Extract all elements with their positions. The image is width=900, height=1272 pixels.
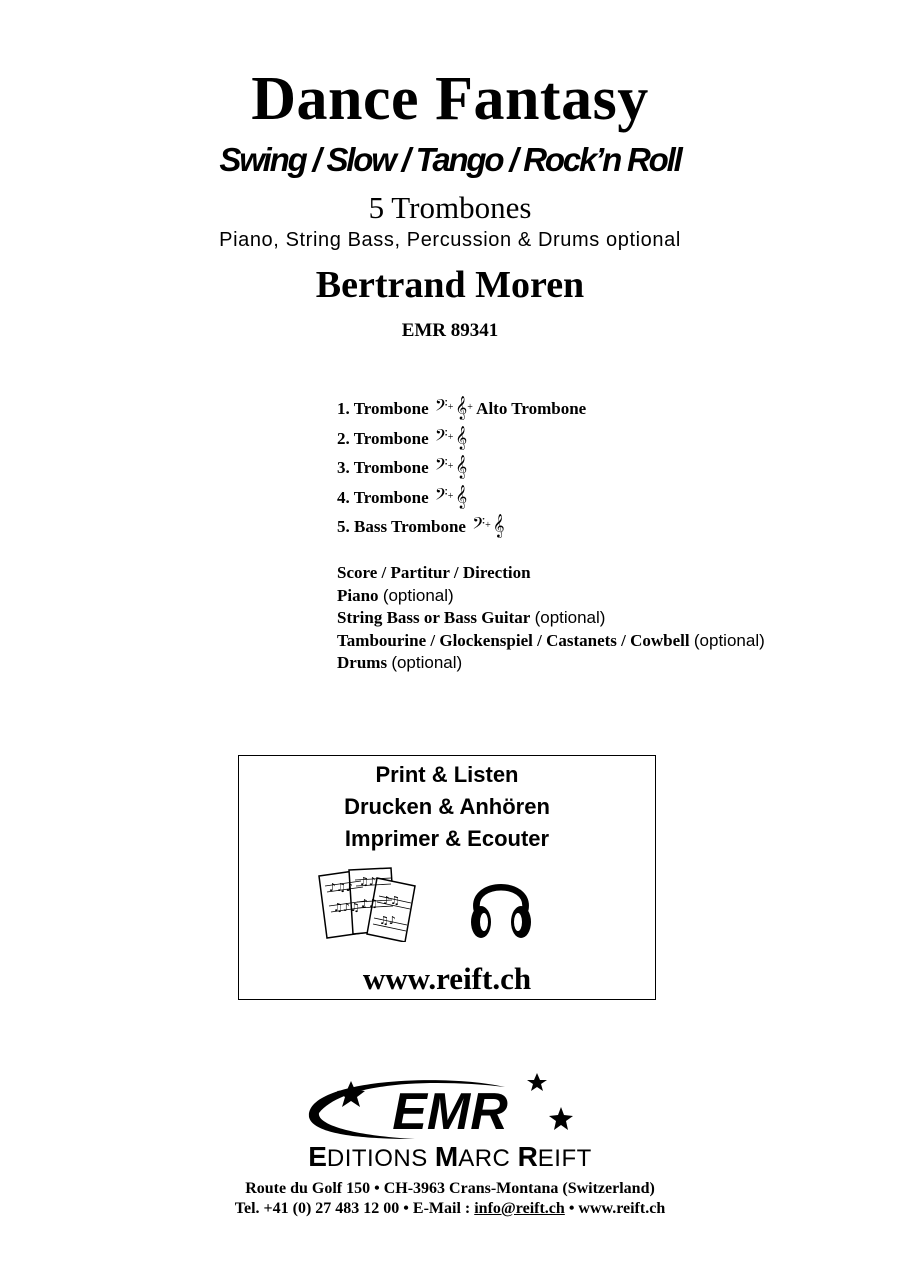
- subtitle: Swing / Slow / Tango / Rock’n Roll: [219, 141, 681, 178]
- treble-clef-icon: 𝄞+: [455, 397, 473, 419]
- svg-text:♪♫♪: ♪♫♪: [329, 881, 353, 894]
- plus-sign: +: [447, 490, 454, 502]
- contact-tel: Tel. +41 (0) 27 483 12 00 • E-Mail :: [234, 1200, 475, 1217]
- extra-name: Drums: [337, 653, 388, 672]
- svg-text:♫♪♫: ♫♪♫: [333, 901, 360, 914]
- sheet-music-icon: [311, 864, 423, 942]
- promo-url[interactable]: www.reift.ch: [362, 961, 532, 996]
- part-item: [337, 425, 586, 455]
- bass-clef-icon: 𝄢+: [434, 456, 454, 478]
- plus-sign: +: [447, 431, 454, 443]
- catalog-number: EMR 89341: [401, 320, 499, 341]
- treble-clef-icon: 𝄞: [455, 456, 468, 478]
- parts-list: [337, 395, 586, 543]
- publisher-address: Route du Golf 150 • CH-3963 Crans-Montana (Switzerland): [245, 1180, 655, 1197]
- part-extra: Alto Trombone: [476, 399, 587, 418]
- part-label: 1. Trombone: [337, 399, 429, 418]
- plus-sign: +: [485, 520, 491, 531]
- treble-clef-icon: 𝄞: [455, 426, 468, 449]
- part-label: 5. Bass Trombone: [337, 517, 466, 536]
- plus-sign: +: [447, 402, 454, 413]
- extra-name: Piano: [337, 585, 379, 605]
- svg-text:♪♫: ♪♫: [361, 897, 378, 910]
- logo-text: EMR: [392, 1083, 508, 1141]
- promo-line-en: Print & Listen: [375, 762, 519, 787]
- extra-name: Tambourine / Glockenspiel / Castanets / Cowbell: [337, 630, 690, 650]
- extra-item: [337, 630, 765, 653]
- extra-note: (optional): [534, 608, 606, 627]
- extras-list: [337, 562, 765, 675]
- part-label: 3. Trombone: [337, 458, 429, 477]
- headphones-icon: [467, 866, 535, 944]
- extra-note: (optional): [693, 630, 765, 650]
- print-listen-box: [238, 755, 656, 1000]
- extra-note: (optional): [382, 585, 454, 605]
- email-link[interactable]: info@reift.ch: [474, 1200, 565, 1217]
- publisher-contact: [0, 1200, 900, 1218]
- extra-item: [337, 607, 765, 630]
- publisher-name: EDITIONS MARC REIFT: [308, 1141, 592, 1172]
- bass-clef-icon: 𝄢+: [434, 485, 454, 508]
- svg-text:♪♫: ♪♫: [383, 894, 400, 907]
- bass-clef-icon: 𝄢+: [434, 426, 454, 449]
- part-label: 2. Trombone: [337, 428, 429, 448]
- treble-clef-icon: 𝄞: [492, 515, 505, 537]
- promo-line-fr: Imprimer & Ecouter: [344, 826, 550, 851]
- contact-website: • www.reift.ch: [564, 1200, 666, 1217]
- part-item: [337, 454, 586, 484]
- extra-item: [337, 652, 765, 675]
- extra-name: String Bass or Bass Guitar: [337, 608, 531, 627]
- page-title: Dance Fantasy: [251, 65, 649, 133]
- svg-text:♫♪: ♫♪: [359, 875, 376, 888]
- part-label: 4. Trombone: [337, 487, 429, 507]
- optional-instruments: Piano, String Bass, Percussion & Drums optional: [219, 229, 681, 251]
- part-item: [337, 484, 586, 514]
- ensemble: 5 Trombones: [368, 190, 532, 225]
- plus-sign: +: [467, 402, 473, 413]
- extra-note: (optional): [391, 653, 463, 672]
- treble-clef-icon: 𝄞: [455, 485, 468, 508]
- plus-sign: +: [447, 461, 454, 472]
- svg-text:♫♪: ♫♪: [379, 914, 396, 927]
- part-item: [337, 395, 586, 425]
- part-item: [337, 513, 586, 543]
- composer: Bertrand Moren: [315, 264, 585, 306]
- extra-item: [337, 562, 765, 585]
- bass-clef-icon: 𝄢+: [434, 397, 454, 419]
- extra-item: [337, 585, 765, 608]
- extra-name: Score / Partitur / Direction: [337, 563, 531, 582]
- promo-line-de: Drucken & Anhören: [344, 794, 550, 819]
- bass-clef-icon: 𝄢+: [472, 515, 491, 537]
